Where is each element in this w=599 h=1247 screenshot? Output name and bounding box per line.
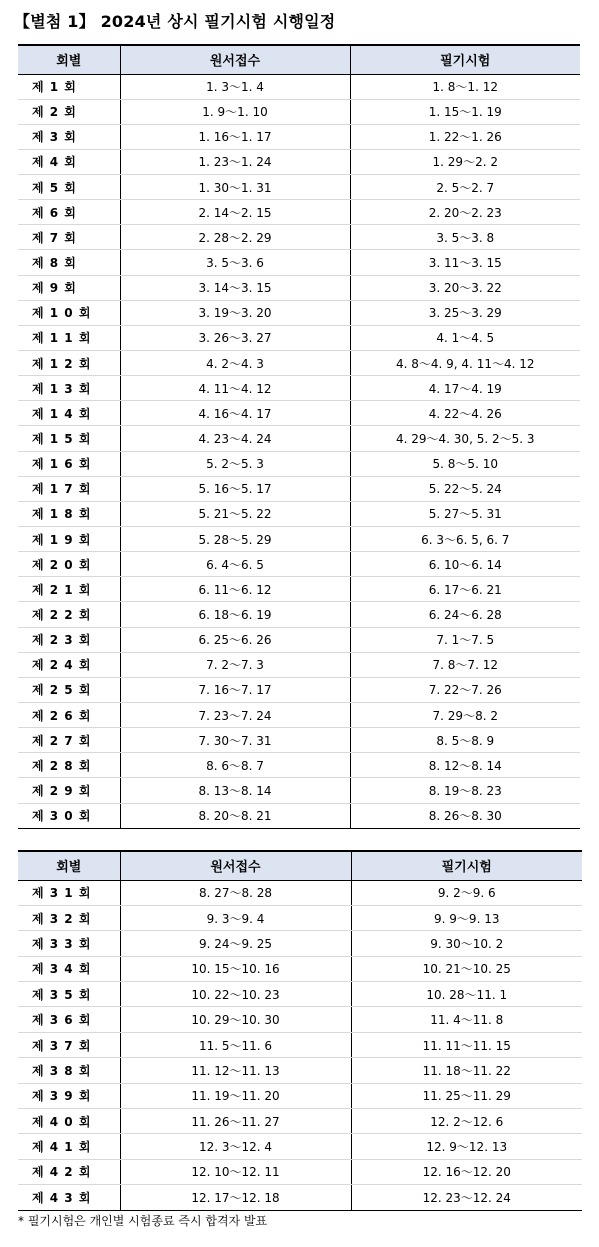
- exam-cell: 3. 5～3. 8: [350, 225, 580, 250]
- table-row: [18, 652, 580, 677]
- round-cell: 제 2 8 회: [18, 753, 120, 778]
- table-row: [18, 476, 580, 501]
- application-cell: 3. 19～3. 20: [120, 300, 350, 325]
- round-cell: 제 1 6 회: [18, 451, 120, 476]
- exam-cell: 2. 20～2. 23: [350, 200, 580, 225]
- application-cell: 10. 29～10. 30: [120, 1007, 351, 1032]
- round-cell: 제 4 0 회: [18, 1109, 120, 1134]
- round-cell: 제 1 3 회: [18, 376, 120, 401]
- table-row: [18, 602, 580, 627]
- application-cell: 2. 28～2. 29: [120, 225, 350, 250]
- round-cell: 제 2 2 회: [18, 602, 120, 627]
- round-cell: 제 2 4 회: [18, 652, 120, 677]
- exam-cell: 8. 12～8. 14: [350, 753, 580, 778]
- exam-cell: 1. 15～1. 19: [350, 99, 580, 124]
- table-row: [18, 325, 580, 350]
- table-row: [18, 1083, 582, 1108]
- application-cell: 10. 22～10. 23: [120, 982, 351, 1007]
- exam-cell: 10. 28～11. 1: [351, 982, 582, 1007]
- round-cell: 제 3 6 회: [18, 1007, 120, 1032]
- schedule-table-1: [18, 44, 580, 829]
- round-cell: 제 1 회: [18, 74, 120, 99]
- application-cell: 12. 3～12. 4: [120, 1134, 351, 1159]
- application-cell: 11. 26～11. 27: [120, 1109, 351, 1134]
- exam-cell: 6. 10～6. 14: [350, 552, 580, 577]
- round-cell: 제 1 9 회: [18, 527, 120, 552]
- application-cell: 6. 4～6. 5: [120, 552, 350, 577]
- application-cell: 5. 28～5. 29: [120, 527, 350, 552]
- table-row: [18, 351, 580, 376]
- application-cell: 7. 16～7. 17: [120, 677, 350, 702]
- application-cell: 1. 3～1. 4: [120, 74, 350, 99]
- table-row: [18, 627, 580, 652]
- exam-cell: 8. 19～8. 23: [350, 778, 580, 803]
- footnote: * 필기시험은 개인별 시험종료 즉시 합격자 발표: [18, 1214, 268, 1228]
- exam-cell: 3. 20～3. 22: [350, 275, 580, 300]
- table-row: [18, 905, 582, 930]
- exam-cell: 9. 2～9. 6: [351, 880, 582, 905]
- round-cell: 제 3 0 회: [18, 803, 120, 828]
- round-cell: 제 1 0 회: [18, 300, 120, 325]
- exam-cell: 7. 8～7. 12: [350, 652, 580, 677]
- round-cell: 제 6 회: [18, 200, 120, 225]
- exam-cell: 10. 21～10. 25: [351, 956, 582, 981]
- application-cell: 8. 13～8. 14: [120, 778, 350, 803]
- round-cell: 제 3 7 회: [18, 1032, 120, 1057]
- table-row: [18, 426, 580, 451]
- exam-cell: 11. 11～11. 15: [351, 1032, 582, 1057]
- table-row: [18, 99, 580, 124]
- table-row: [18, 250, 580, 275]
- schedule-table-2: [18, 850, 582, 1211]
- exam-cell: 11. 25～11. 29: [351, 1083, 582, 1108]
- application-cell: 8. 27～8. 28: [120, 880, 351, 905]
- round-cell: 제 3 8 회: [18, 1058, 120, 1083]
- exam-cell: 12. 2～12. 6: [351, 1109, 582, 1134]
- table-row: [18, 880, 582, 905]
- round-cell: 제 1 4 회: [18, 401, 120, 426]
- round-cell: 제 4 1 회: [18, 1134, 120, 1159]
- table-row: [18, 728, 580, 753]
- exam-cell: 11. 4～11. 8: [351, 1007, 582, 1032]
- application-cell: 4. 16～4. 17: [120, 401, 350, 426]
- table-row: [18, 1109, 582, 1134]
- header-round: 회별: [18, 45, 120, 74]
- application-cell: 4. 2～4. 3: [120, 351, 350, 376]
- exam-cell: 4. 17～4. 19: [350, 376, 580, 401]
- exam-cell: 5. 8～5. 10: [350, 451, 580, 476]
- round-cell: 제 4 3 회: [18, 1185, 120, 1210]
- exam-cell: 6. 24～6. 28: [350, 602, 580, 627]
- application-cell: 5. 2～5. 3: [120, 451, 350, 476]
- application-cell: 6. 25～6. 26: [120, 627, 350, 652]
- application-cell: 7. 2～7. 3: [120, 652, 350, 677]
- application-cell: 7. 30～7. 31: [120, 728, 350, 753]
- application-cell: 1. 30～1. 31: [120, 175, 350, 200]
- exam-cell: 5. 27～5. 31: [350, 501, 580, 526]
- exam-cell: 8. 26～8. 30: [350, 803, 580, 828]
- header-application: 원서접수: [120, 851, 351, 880]
- round-cell: 제 2 1 회: [18, 577, 120, 602]
- table-row: [18, 501, 580, 526]
- round-cell: 제 2 0 회: [18, 552, 120, 577]
- table-row: [18, 1185, 582, 1210]
- application-cell: 3. 14～3. 15: [120, 275, 350, 300]
- header-exam: 필기시험: [350, 45, 580, 74]
- round-cell: 제 2 3 회: [18, 627, 120, 652]
- table-row: [18, 1007, 582, 1032]
- exam-cell: 2. 5～2. 7: [350, 175, 580, 200]
- round-cell: 제 1 5 회: [18, 426, 120, 451]
- application-cell: 11. 5～11. 6: [120, 1032, 351, 1057]
- table-row: [18, 149, 580, 174]
- round-cell: 제 8 회: [18, 250, 120, 275]
- table-row: [18, 982, 582, 1007]
- application-cell: 11. 19～11. 20: [120, 1083, 351, 1108]
- application-cell: 1. 9～1. 10: [120, 99, 350, 124]
- application-cell: 4. 23～4. 24: [120, 426, 350, 451]
- round-cell: 제 2 6 회: [18, 703, 120, 728]
- application-cell: 8. 20～8. 21: [120, 803, 350, 828]
- exam-cell: 12. 23～12. 24: [351, 1185, 582, 1210]
- round-cell: 제 4 회: [18, 149, 120, 174]
- table-row: [18, 1159, 582, 1184]
- exam-cell: 5. 22～5. 24: [350, 476, 580, 501]
- table-row: [18, 401, 580, 426]
- application-cell: 6. 18～6. 19: [120, 602, 350, 627]
- table-row: [18, 1032, 582, 1057]
- application-cell: 11. 12～11. 13: [120, 1058, 351, 1083]
- exam-cell: 7. 1～7. 5: [350, 627, 580, 652]
- exam-cell: 8. 5～8. 9: [350, 728, 580, 753]
- exam-cell: 7. 22～7. 26: [350, 677, 580, 702]
- exam-cell: 1. 29～2. 2: [350, 149, 580, 174]
- table-row: [18, 300, 580, 325]
- round-cell: 제 2 7 회: [18, 728, 120, 753]
- table-row: [18, 175, 580, 200]
- application-cell: 6. 11～6. 12: [120, 577, 350, 602]
- application-cell: 10. 15～10. 16: [120, 956, 351, 981]
- round-cell: 제 3 2 회: [18, 905, 120, 930]
- exam-cell: 4. 29～4. 30, 5. 2～5. 3: [350, 426, 580, 451]
- round-cell: 제 9 회: [18, 275, 120, 300]
- round-cell: 제 2 9 회: [18, 778, 120, 803]
- application-cell: 5. 16～5. 17: [120, 476, 350, 501]
- table-row: [18, 376, 580, 401]
- application-cell: 9. 24～9. 25: [120, 931, 351, 956]
- round-cell: 제 1 8 회: [18, 501, 120, 526]
- round-cell: 제 4 2 회: [18, 1159, 120, 1184]
- table-row: [18, 1058, 582, 1083]
- table-row: [18, 451, 580, 476]
- table-row: [18, 931, 582, 956]
- round-cell: 제 1 2 회: [18, 351, 120, 376]
- exam-cell: 9. 30～10. 2: [351, 931, 582, 956]
- header-application: 원서접수: [120, 45, 350, 74]
- round-cell: 제 7 회: [18, 225, 120, 250]
- table-row: [18, 74, 580, 99]
- table-row: [18, 677, 580, 702]
- application-cell: 2. 14～2. 15: [120, 200, 350, 225]
- round-cell: 제 3 5 회: [18, 982, 120, 1007]
- application-cell: 12. 10～12. 11: [120, 1159, 351, 1184]
- application-cell: 12. 17～12. 18: [120, 1185, 351, 1210]
- table-row: [18, 225, 580, 250]
- exam-cell: 7. 29～8. 2: [350, 703, 580, 728]
- table-row: [18, 753, 580, 778]
- table-row: [18, 577, 580, 602]
- table-row: [18, 803, 580, 828]
- round-cell: 제 3 3 회: [18, 931, 120, 956]
- exam-cell: 3. 11～3. 15: [350, 250, 580, 275]
- exam-cell: 12. 16～12. 20: [351, 1159, 582, 1184]
- exam-cell: 12. 9～12. 13: [351, 1134, 582, 1159]
- application-cell: 5. 21～5. 22: [120, 501, 350, 526]
- application-cell: 8. 6～8. 7: [120, 753, 350, 778]
- round-cell: 제 1 1 회: [18, 325, 120, 350]
- exam-cell: 11. 18～11. 22: [351, 1058, 582, 1083]
- table-row: [18, 200, 580, 225]
- header-round: 회별: [18, 851, 120, 880]
- application-cell: 4. 11～4. 12: [120, 376, 350, 401]
- exam-cell: 6. 3～6. 5, 6. 7: [350, 527, 580, 552]
- round-cell: 제 3 4 회: [18, 956, 120, 981]
- application-cell: 9. 3～9. 4: [120, 905, 351, 930]
- exam-cell: 4. 22～4. 26: [350, 401, 580, 426]
- document-title: 【별첨 1】 2024년 상시 필기시험 시행일정: [14, 12, 336, 31]
- round-cell: 제 2 5 회: [18, 677, 120, 702]
- table-row: [18, 552, 580, 577]
- round-cell: 제 3 9 회: [18, 1083, 120, 1108]
- table-row: [18, 956, 582, 981]
- table-row: [18, 275, 580, 300]
- application-cell: 1. 16～1. 17: [120, 124, 350, 149]
- table-row: [18, 703, 580, 728]
- round-cell: 제 3 1 회: [18, 880, 120, 905]
- table-row: [18, 124, 580, 149]
- table-row: [18, 778, 580, 803]
- exam-cell: 4. 8～4. 9, 4. 11～4. 12: [350, 351, 580, 376]
- round-cell: 제 3 회: [18, 124, 120, 149]
- exam-cell: 3. 25～3. 29: [350, 300, 580, 325]
- table-row: [18, 527, 580, 552]
- header-exam: 필기시험: [351, 851, 582, 880]
- table-row: [18, 1134, 582, 1159]
- exam-cell: 1. 8～1. 12: [350, 74, 580, 99]
- application-cell: 3. 5～3. 6: [120, 250, 350, 275]
- exam-cell: 4. 1～4. 5: [350, 325, 580, 350]
- exam-cell: 6. 17～6. 21: [350, 577, 580, 602]
- exam-cell: 9. 9～9. 13: [351, 905, 582, 930]
- application-cell: 7. 23～7. 24: [120, 703, 350, 728]
- round-cell: 제 2 회: [18, 99, 120, 124]
- application-cell: 1. 23～1. 24: [120, 149, 350, 174]
- round-cell: 제 5 회: [18, 175, 120, 200]
- application-cell: 3. 26～3. 27: [120, 325, 350, 350]
- exam-cell: 1. 22～1. 26: [350, 124, 580, 149]
- round-cell: 제 1 7 회: [18, 476, 120, 501]
